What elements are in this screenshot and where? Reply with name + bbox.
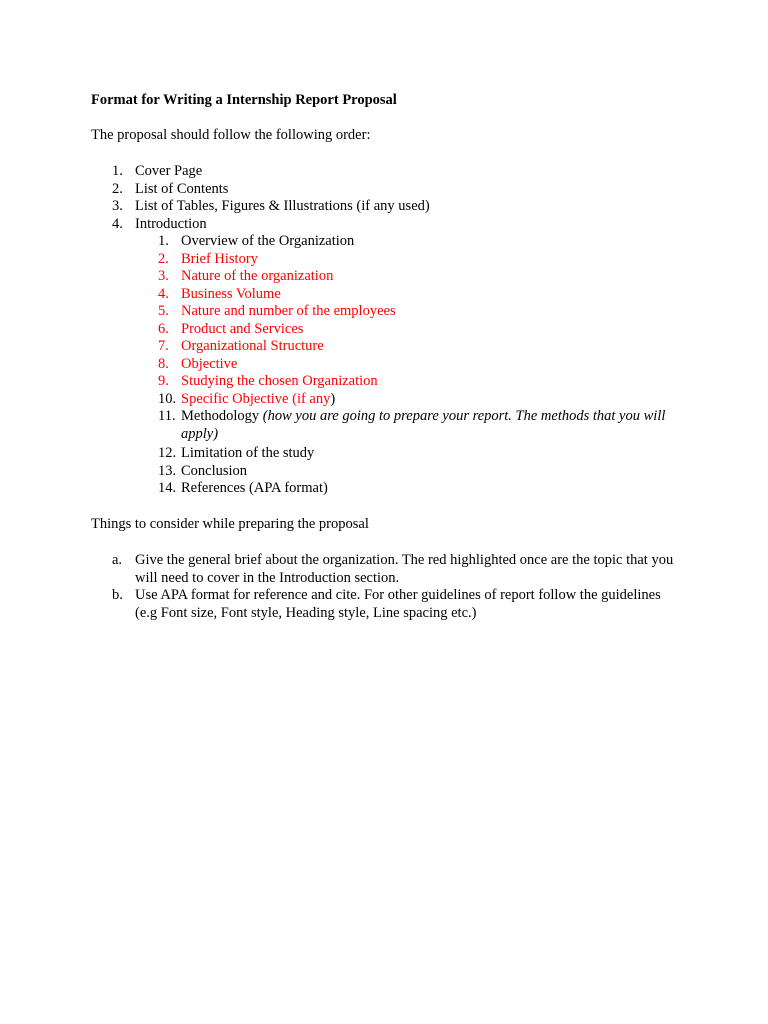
sublist-item — [158, 233, 678, 251]
sublist-item — [158, 251, 678, 269]
introduction-sublist — [158, 233, 678, 498]
sublist-text-tail: ) — [330, 390, 336, 407]
list-text: Introduction — [135, 215, 207, 232]
sublist-item — [158, 356, 678, 374]
sublist-number: 1. — [158, 233, 169, 249]
sublist-item — [158, 303, 678, 321]
sublist-item — [158, 321, 678, 339]
sublist-text: Limitation of the study — [181, 445, 315, 461]
document-title: Format for Writing a Internship Report Proposal — [91, 92, 397, 108]
sublist-number: 2. — [158, 250, 169, 267]
list-number: 4. — [112, 215, 123, 232]
sublist-number: 5. — [158, 303, 169, 319]
sublist-number: 10. — [158, 390, 177, 407]
sublist-number: 3. — [158, 268, 169, 284]
sublist-text: Nature and number of the employees — [181, 303, 396, 319]
list-text: List of Tables, Figures & Illustrations (if any used) — [135, 198, 430, 214]
consideration-label: a. — [112, 552, 123, 568]
sublist-item — [158, 286, 678, 304]
intro-text: The proposal should follow the following order: — [91, 127, 371, 143]
sublist-text: Brief History — [181, 250, 258, 267]
sublist-number: 8. — [158, 355, 169, 372]
methodology-note: (how you are going to prepare your report. The methods that you will apply) — [181, 408, 666, 442]
sublist-text-wrapper — [181, 408, 671, 443]
sublist-number: 6. — [158, 320, 169, 337]
list-number: 3. — [112, 198, 123, 214]
sublist-item — [158, 480, 678, 498]
consideration-item — [112, 552, 682, 587]
sublist-item — [158, 373, 678, 391]
sublist-number: 12. — [158, 445, 177, 461]
sublist-number: 4. — [158, 285, 169, 302]
sublist-text: Nature of the organization — [181, 268, 334, 284]
list-text: List of Contents — [135, 180, 229, 197]
sublist-number: 9. — [158, 373, 169, 389]
sublist-text: Overview of the Organization — [181, 233, 355, 249]
sublist-item — [158, 408, 678, 445]
sublist-text: Specific Objective (if any — [181, 390, 331, 407]
sublist-text-wrapper — [181, 391, 335, 409]
sublist-number: 7. — [158, 338, 169, 354]
sublist-item — [158, 463, 678, 481]
sublist-text: Methodology — [181, 408, 263, 424]
list-text: Cover Page — [135, 163, 203, 179]
consideration-text: Use APA format for reference and cite. For other guidelines of report follow the guidelines (e.g Font size, Font style, Heading style, Line spacing etc.) — [135, 587, 661, 621]
sublist-number: 14. — [158, 480, 177, 496]
sublist-text: References (APA format) — [181, 480, 328, 496]
sublist-item — [158, 338, 678, 356]
sublist-item — [158, 391, 678, 409]
list-number: 1. — [112, 163, 123, 179]
considerations-list — [112, 552, 682, 622]
sublist-number: 11. — [158, 408, 176, 424]
sublist-item — [158, 268, 678, 286]
sublist-text: Conclusion — [181, 462, 248, 479]
consideration-label: b. — [112, 587, 123, 603]
sublist-text: Objective — [181, 355, 238, 372]
considerations-heading: Things to consider while preparing the proposal — [91, 516, 369, 532]
sublist-number: 13. — [158, 462, 177, 479]
sublist-text: Product and Services — [181, 320, 304, 337]
sublist-text: Organizational Structure — [181, 338, 324, 354]
sublist-text: Studying the chosen Organization — [181, 373, 378, 389]
sublist-text: Business Volume — [181, 285, 281, 302]
consideration-text: Give the general brief about the organization. The red highlighted once are the topic that you will need to cover in the Introduction section. — [135, 552, 674, 586]
consideration-item — [112, 587, 682, 622]
sublist-item — [158, 445, 678, 463]
list-number: 2. — [112, 180, 123, 197]
